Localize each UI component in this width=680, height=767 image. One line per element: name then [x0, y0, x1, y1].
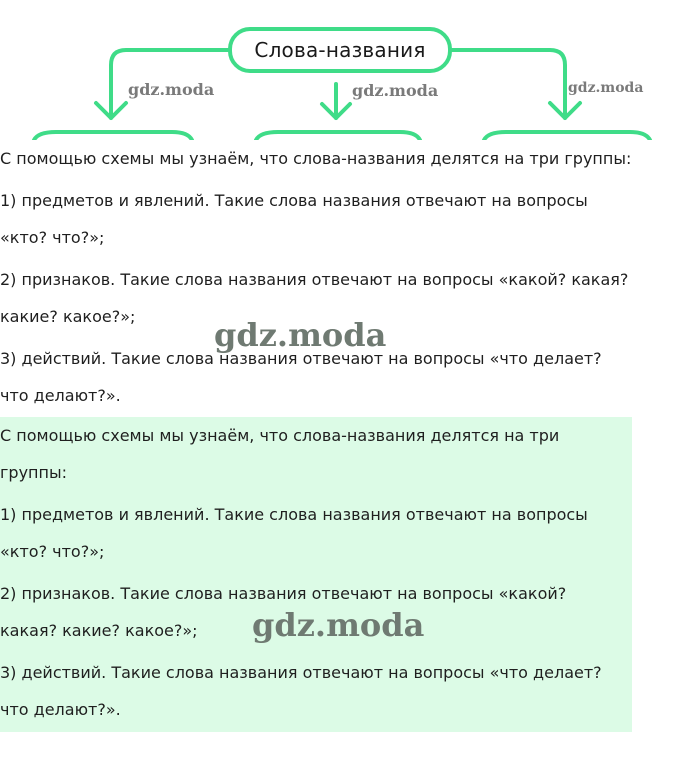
answer-item-1: 1) предметов и явлений. Такие слова названия отвечают на вопросы «кто? что?»; — [0, 505, 588, 561]
answer-intro: С помощью схемы мы узнаём, что слова-названия делятся на три группы: — [0, 426, 560, 482]
scheme-title-box — [228, 27, 452, 73]
right-child-box — [484, 132, 650, 140]
watermark-logo: gdz.moda — [568, 80, 644, 96]
answer-intro: С помощью схемы мы узнаём, что слова-названия делятся на три группы: — [0, 149, 632, 168]
watermark-logo: gdz.moda — [352, 81, 439, 100]
right-connector — [452, 50, 565, 118]
answer-item-3: 3) действий. Такие слова названия отвечают на вопросы «что делает? что делают?». — [0, 663, 602, 719]
scheme-title: Слова-названия — [254, 38, 426, 62]
answer-text-plain — [0, 140, 640, 414]
scheme-diagram — [0, 0, 680, 140]
answer-item-3: 3) действий. Такие слова названия отвечают на вопросы «что делает? что делают?». — [0, 349, 602, 405]
answer-item-1: 1) предметов и явлений. Такие слова названия отвечают на вопросы «кто? что?»; — [0, 191, 588, 247]
watermark-logo: gdz.moda — [252, 606, 425, 644]
center-child-box — [256, 132, 420, 140]
watermark-logo: gdz.moda — [128, 80, 215, 99]
answer-text-highlighted — [0, 417, 632, 732]
left-child-box — [34, 132, 192, 140]
answer-item-2: 2) признаков. Такие слова названия отвечают на вопросы «какой? какая? какие? какое?»; — [0, 584, 567, 640]
watermark-logo: gdz.moda — [214, 316, 387, 354]
answer-item-2: 2) признаков. Такие слова названия отвечают на вопросы «какой? какая? какие? какое?»; — [0, 270, 629, 326]
